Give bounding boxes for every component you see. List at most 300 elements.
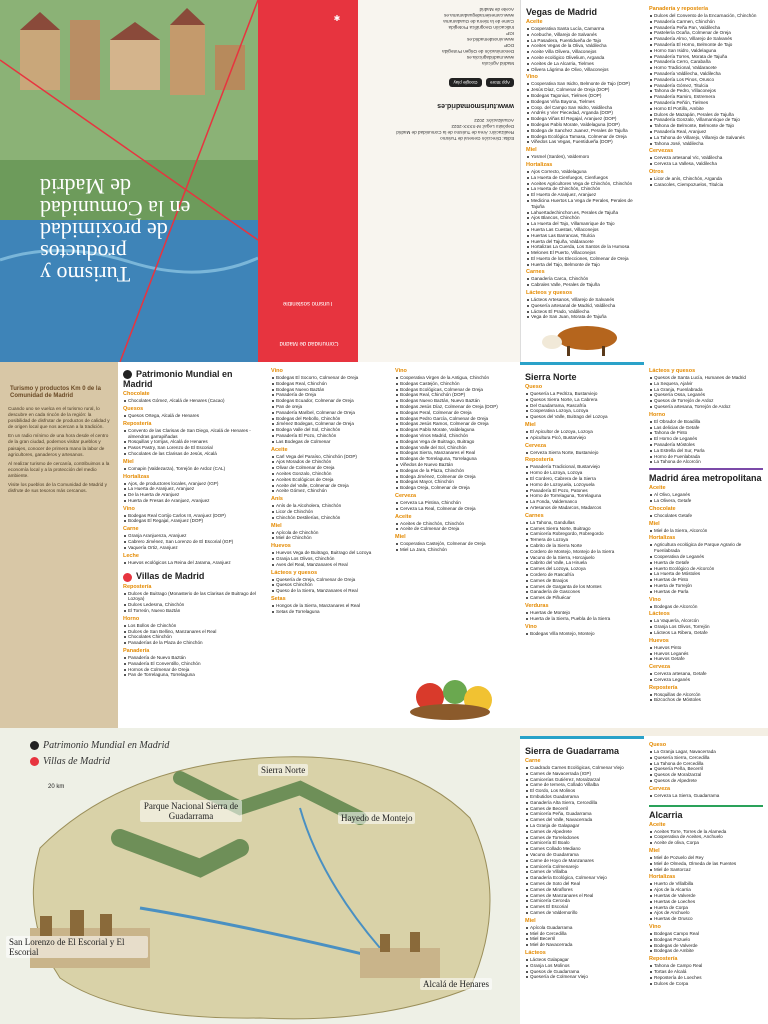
producer-list [123,655,261,678]
producer-item: Agricultura ecológica de Parque Agrario de Fuenlabrada [649,542,763,554]
producer-item: Quesos de Alpedrete [649,778,763,784]
producer-item: El Huerto de Aranjuez, Aranjuez [526,192,639,198]
producer-item: Aceites de Chinchón, Chinchón [395,521,515,527]
producer-item: Tahona de Belmonte, Belmonte de Tajo [649,123,763,129]
producer-item: Carnes de Villalba [525,869,639,875]
category-heading: Miel [271,522,282,529]
producer-list [123,591,261,614]
category-heading: Lácteos y quesos [271,569,318,576]
section-title-patrimonio [123,369,261,389]
patrimonio-column-2 [266,362,390,728]
producer-item: Aceites Agricultores Vega de Chinchón, Chinchón [526,181,639,187]
category-heading: Queso [649,742,667,748]
category-heading: Aceite [271,446,288,453]
producer-item: Quesería Ossa, Leganés [649,392,763,398]
producer-item: Hongos de la Sierra, Manzanares el Real [271,603,385,609]
producer-item: Carnes del Valle, Navacerrada [525,817,639,823]
producer-item: Panadería Carmen, Chinchón [649,19,763,25]
producer-item: Bodega Oreja, Colmenar de Oreja [395,485,515,491]
producer-list [649,692,763,704]
producer-item: Jesús Díaz, Colmenar de Oreja (DOP) [526,87,639,93]
producer-item: Acebuche, Villarejo de Salvanés [526,32,639,38]
producer-item: Horno El Portillo, Ambite [649,106,763,112]
category-heading: Chocolate [123,391,150,398]
category-heading: Repostería [525,457,554,464]
section-title-sierra-norte: Sierra Norte [525,372,577,382]
producer-item: Huevos Vega de Buitrago, Buitrago del Lozoya [271,550,385,556]
producer-item: Quesería de Oreja, Colmenar de Oreja [271,577,385,583]
producer-item: Panadería Móstoles [649,442,763,448]
producer-item: Panadería Almo, Villarejo de Salvanés [649,36,763,42]
producer-item: El Apicultor de Lozoya, Lozoya [525,429,639,435]
category-heading: Vino [271,368,283,374]
producer-item: Huerta de la Sierra, Puebla de la Sierra [525,616,639,622]
producer-item: Quesería de Colmenar Viejo [525,974,639,980]
map-label[interactable]: Parque Nacional Sierra de Guadarrama [140,800,242,822]
producer-item: Jiménez Bodegas, Colmenar de Oreja [271,421,385,427]
producer-item: Miel de Chinchón [271,535,385,541]
category-heading: Lácteos [525,949,546,956]
producer-item: Carnicería El Boalo [525,840,639,846]
section-title-guadarrama: Sierra de Guadarrama [525,746,620,756]
producer-item: Embutidos Guadarrama [525,794,639,800]
category-heading: Hortalizas [123,473,150,480]
producer-item: Granja Los Olivos, Torrejón [649,624,763,630]
producer-list [525,391,639,420]
producer-item: Bodega Ecológica Tamasa, Colmenar de Oreja [526,134,639,140]
producer-list [649,513,763,519]
category-heading: Cerveza [649,785,671,792]
producer-item: Ajos Correcto, Valdelaguna [526,169,639,175]
producer-item: Panadería El Conventillo, Chinchón [123,661,261,667]
category-heading: Cerveza [395,492,417,499]
producer-item: Aceite ecológico Olivelium, Arganda [526,55,639,61]
producer-item: Quesos de Moralzarzal [649,772,763,778]
producer-item: Dulces del Convento de la Encarnación, Chinchón [649,13,763,19]
producer-item: Lahuertadechinchon.es, Perales de Tajuña [526,210,639,216]
guadarrama-column-2 [644,736,768,1024]
producer-item: Bodega Valle del Sol, Chinchón [271,427,385,433]
map-title-patrimonio [30,740,169,751]
producer-item: Chocolates de las Clarisas de Jesús, Alcalá [123,451,261,457]
producer-item: Aceite Villa Olivera, Villaconejos [526,49,639,55]
producer-item: Quesos del Valle, Buitrago del Lozoya [525,414,639,420]
info-content [358,0,520,147]
producer-item: Ajos Blancos, Chinchón [526,215,639,221]
category-heading: Miel [525,421,536,428]
producer-item: Vacuno de Guadarrama [525,852,639,858]
category-heading: Huevos [649,637,669,644]
producer-item: Aceite Gómez, Chinchón [271,488,385,494]
producer-item: Apicultura Picó, Bustarviejo [525,435,639,441]
map-label[interactable]: Alcalá de Henares [420,978,492,990]
producer-item: Panadería Maribel, Colmenar de Oreja [271,410,385,416]
metro-top-groups [649,368,763,465]
producer-list [123,560,261,566]
producer-item: Huerta de Corpa [649,905,763,911]
producer-list [525,631,639,637]
producer-item: Bodegas Viña Bayona, Tielmes [526,99,639,105]
producer-item: Panadería El Pozo, Patones [525,488,639,494]
producer-item: Huertas de Montejo [525,610,639,616]
app-store-badge[interactable]: App Store [486,78,514,87]
producer-item: Bodegas Villa Montejo, Montejo [525,631,639,637]
producer-item: Horno de Lozoya, Lozoya [525,470,639,476]
producer-item: Horno San Isidro, Valdelaguna [649,48,763,54]
category-heading: Hortalizas [649,874,676,881]
madrid-logo-icon: ✱ [326,8,348,30]
producer-item: Bodegas Campo Real [649,931,763,937]
producer-item: Bodega Viñas El Regajal, Aranjuez (DOP) [526,116,639,122]
producer-item: Panadería Ramiro, Estremera [649,94,763,100]
producer-item: Convento de las Clarisas de San Diego, Alcalá de Henares - almendras garrapiñadas [123,428,261,440]
producer-item: La Granja Lagar, Navacerrada [649,749,763,755]
villas-column-continued [390,362,520,728]
producer-item: Dulces de San Bellino, Manzanares el Real [123,629,261,635]
villas-title-text: Villas de Madrid [136,571,205,582]
contact-line[interactable]: www.vinosdemadrid.es [467,37,514,42]
producer-list [123,398,261,404]
producer-item: Huerto de Villalbilla [649,881,763,887]
producer-item: Bodegas Tagonius, Tielmes (DOP) [526,93,639,99]
category-heading: Verduras [525,602,549,609]
category-heading: Miel [649,847,660,854]
illustrated-map [0,728,520,1024]
producer-item: Quesos de Guadarrama [525,969,639,975]
producer-item: Huerta de Fresas de Aranjuez, Aranjuez [123,498,261,504]
producer-item: Melones El Puerto, Villaconejos [526,250,639,256]
producer-list [649,881,763,922]
category-heading: Huevos [271,543,291,550]
credit-line: Actualización: 2022 [474,118,514,123]
producer-item: Bodegas Peral, Colmenar de Oreja [395,410,515,416]
producer-item: Del Guadarrama, Rascafría [525,403,639,409]
producer-item: La Tahona de Cercedilla [649,761,763,767]
producer-item: Huertas de Orusco [649,916,763,922]
villas-groups [123,584,261,679]
producer-list [123,513,261,525]
map-title-patrimonio-text: Patrimonio Mundial en Madrid [43,740,170,751]
section-title-vegas: Vegas de Madrid [526,7,598,17]
producer-list [649,931,763,954]
producer-item: Huerto Ecológico de Alcorcón [649,566,763,572]
producer-item: Miel Becerril [525,936,639,942]
producer-item: Bodegas Castejón, Chinchón [395,381,515,387]
producer-item: Huerta Las Cuestas, Villaconejos [526,227,639,233]
contact-line: Madrid Agrícola [482,61,514,66]
contact-line[interactable]: www.carnesierradeguadarrama.es [444,13,514,18]
producer-item: Licor de Chinchón [271,509,385,515]
producer-item: Bodegas Pedro García, Colmenar de Oreja [395,416,515,422]
category-heading: Hortalizas [526,161,553,168]
cover-note: Turismo sostenible [282,300,334,306]
producer-item: Panadería Los Pinos, Orusco [649,77,763,83]
producer-item: Quesería La Pedriza, Bustarviejo [525,391,639,397]
producer-list [271,550,385,567]
area-metro-column [644,362,768,728]
producer-item: El Obrador de Boadilla [649,419,763,425]
category-heading: Aceite [526,19,543,25]
producer-item: Carnes de Valdemorillo [525,910,639,916]
producer-item: Hornos de Colmenar de Oreja [123,667,261,673]
producer-item: La Huerta de Móstoles [649,571,763,577]
google-play-badge[interactable]: Google play [450,78,482,87]
cover-title-line: de proximidad [40,218,168,243]
category-heading: Lácteos y quesos [649,368,696,374]
producer-item: Cooperativa San Isidro, Belmonte de Tajo (DOP) [526,81,639,87]
producer-list [649,155,763,167]
producer-list [649,671,763,683]
producer-item: La Huerta de Cienfuegos, Cienfuegos [526,175,639,181]
producer-item: La Olivera, Getafe [649,498,763,504]
producer-list [649,492,763,504]
category-heading: Carnes [525,512,544,519]
category-heading: Quesos [123,405,144,412]
contact-line: Indicación Geográfica Protegida [448,25,514,30]
producer-item: Horno de Torrelaguna, Torrelaguna [525,493,639,499]
credit-line: Edita: Dirección General de Turismo [440,136,514,141]
producer-list [526,169,639,268]
producer-item: Cabrales Valle, Perales de Tajuña [526,282,639,288]
producer-item: Huertas de Pinto [649,577,763,583]
map-scale: 20 km [48,784,65,790]
producer-list [525,610,639,622]
guadarrama-column [520,736,644,1024]
producer-item: Carnes Sierra Norte, Buitrago [525,526,639,532]
producer-item: Aceites Gonzalo, Chinchón [271,471,385,477]
producer-list [271,454,385,495]
map-label[interactable]: Sierra Norte [258,764,308,776]
producer-item: Cerveza artesanal Vic, Valdilecha [649,155,763,161]
producer-item: Bodegas Nuevo Baztán [271,387,385,393]
category-heading: Hortalizas [649,535,676,542]
producer-item: Vaquería Ortiz, Aranjuez [123,545,261,551]
producer-item: Ajos Morados de Chinchón [271,459,385,465]
producer-item: Bodegas de la Plaza, Chinchón [395,468,515,474]
category-heading: Miel [123,458,134,465]
producer-item: Bodegas Ecuador, Colmenar de Oreja [271,398,385,404]
producer-item: Vacuno de la Sierra, Horcajuelo [525,555,639,561]
producer-item: Bodegas Real, Chinchón [271,381,385,387]
guadarrama-groups [525,758,639,980]
producer-item: Olivar de Colmenar de Oreja [271,465,385,471]
producer-item: Repostería de Loeches [649,975,763,981]
category-heading: Repostería [123,583,152,590]
producer-item: Aves del Real, Manzanares el Real [271,562,385,568]
producer-item: Aceites Ecológicos de Oreja [271,477,385,483]
producer-item: Andrés y Vier Piecedad, Arganda (DOP) [526,110,639,116]
producer-item: Carnes de Braojos [525,578,639,584]
producer-item: Quesería artesana, Torrejón de Ardoz [649,404,763,410]
producer-item: Carnes Collado Mediano [525,846,639,852]
producer-item: Carnes del Lozoya, Lozoya [525,566,639,572]
vegas-groups-2 [649,6,763,188]
producer-item: Huevos Leganés [649,651,763,657]
producer-item: Bodegas de Alcorcón [649,604,763,610]
producer-item: Ganadería Alta Sierra, Cercedilla [525,800,639,806]
producer-item: Panadería Peña Pan, Valdilecha [649,25,763,31]
producer-list [123,466,261,472]
category-heading: Repostería [123,420,152,427]
producer-item: Ganadería Ecológica, Colmenar Viejo [525,875,639,881]
producer-item: Lácteos La Ribera, Getafe [649,630,763,636]
patrimonio-title-text: Patrimonio Mundial en Madrid [123,369,233,390]
category-heading: Miel [649,520,660,527]
category-heading: Miel [526,147,537,154]
category-heading: Miel [525,917,536,924]
producer-item: Panadería Torres, Morata de Tajuña [649,54,763,60]
category-heading: Carnes [526,269,545,276]
producer-item: La Granja, Fuenlabrada [649,387,763,393]
producer-item: La Vaquería, Alcorcón [649,618,763,624]
producer-item: La Huerta de Chinchón, Chinchón [526,186,639,192]
producer-item: Quesos de Torrejón de Ardoz [649,398,763,404]
producer-list [526,276,639,288]
producer-list [395,500,515,512]
producer-item: Ajos de la Alcarria [649,887,763,893]
category-heading: Lácteos [649,611,670,618]
producer-item: Dulces de Corpa [649,981,763,987]
producer-item: Cerveza La Pintina, Chinchón [395,500,515,506]
map-title-villas-text: Villas de Madrid [43,756,111,767]
category-heading: Repostería [649,684,678,691]
producer-item: Bodegas Vinos Madrid, Chinchón [395,433,515,439]
producer-item: Huertas Las Barrancas, Titulcia [526,233,639,239]
producer-item: Huevos ecológicos La Reina del Jarama, Aranjuez [123,560,261,566]
producer-list [395,375,515,491]
producer-list [123,623,261,646]
section-title-villas [123,571,261,581]
category-heading: Miel [395,534,406,541]
producer-item: Licor de anís, Chinchón, Arganda [649,176,763,182]
producer-item: Carl Vega del Paraíso, Chinchón (DOP) [271,454,385,460]
producer-item: Cooperativa Lozoya, Lozoya [525,408,639,414]
producer-item: La Fonda, Valdemanco [525,499,639,505]
producer-item: Aceites Vegas de la Oliva, Valdilecha [526,43,639,49]
producer-item: Cerveza La Real, Colmenar de Oreja [395,506,515,512]
category-heading: Aceite [649,485,666,492]
category-heading: Vino [649,923,661,930]
producer-item: Panadería El Pozo, Chinchón [271,433,385,439]
producer-item: Panadería de Nuevo Baztán [123,655,261,661]
producer-item: Quesería Peña, Becerril [649,766,763,772]
producer-list [123,533,261,550]
producer-item: Chocolates Gómez, Alcalá de Henares (Cacao) [123,398,261,404]
producer-item: Bodegas Nuevo Baztán, Nuevo Baztán [395,398,515,404]
producer-item: Pan de oreja [271,404,385,410]
contact-line[interactable]: www.madridagricola.es [466,55,514,60]
producer-item: Yosmel (Sardes), Valdemoro [526,154,639,160]
producer-item: Huertas de Loeches [649,899,763,905]
producer-list [526,154,639,160]
producer-item: Las delicias de Getafe [649,425,763,431]
website-link[interactable]: www.turismomadrid.es [437,102,514,109]
producer-item: Ajos, de productores locales, Aranjuez (IGP) [123,481,261,487]
producer-item: Carne de Hoyo de Manzanares [525,858,639,864]
producer-item: Horno de Fuenlabrada [649,454,763,460]
producer-item: Panadería El Horno, Belmonte de Tajo [649,42,763,48]
cover-brand: Comunidad de Madrid [279,340,339,346]
producer-item: Panadería Gonzalo, Villamanrique de Tajo [649,117,763,123]
producer-item: Cooperativa Santa Lucía, Camarma [526,26,639,32]
producer-item: Carnicería Cerceda [525,898,639,904]
producer-item: Bodegas de Torrelaguna, Torrelaguna [395,456,515,462]
producer-item: Lácteos Artesanos, Villarejo de Salvanés [526,297,639,303]
producer-item: Carnes de Becerril [525,806,639,812]
category-heading: Chocolate [649,505,676,512]
info-panel [358,0,520,362]
guadarrama2-groups [649,742,763,799]
cover-title-line: Turismo y [40,262,131,287]
producer-item: Miel de Olmeda, Olmeda de las Fuentes [649,861,763,867]
sierra-norte-groups [525,384,639,636]
producer-item: Panaderías de la Plaza de Chinchón [123,640,261,646]
producer-item: Hortalizas La Cuerda, Los Santos de la Humosa [526,244,639,250]
credit-line: Depósito Legal: M-XXXX-2022 [451,124,514,129]
producer-item: Aceite del Valle, Colmenar de Oreja [271,483,385,489]
category-heading: Aceite [649,821,666,828]
producer-item: Carnes de Alpedrete [525,829,639,835]
vegas-column-2 [644,0,768,362]
producer-item: Artesanos de Madarcos, Madarcos [525,505,639,511]
producer-list [271,603,385,615]
producer-item: Granja Aranjuenza, Aranjuez [123,533,261,539]
producer-item: Carnes El Escorial [525,904,639,910]
producer-item: El Torreón, Nuevo Baztán [123,608,261,614]
vegas-column-1 [520,0,644,362]
producer-item: Dulces de Mazapán, Perales de Tajuña [649,112,763,118]
producer-item: Cerveza artesana, Getafe [649,671,763,677]
producer-item: Olivera Lágrima de Olivo, Villaconejos [526,67,639,73]
producer-item: Cordero de Rascafría [525,572,639,578]
category-heading: Otros [649,168,664,175]
patrimonio-column [118,362,266,728]
cover-title-line: de Madrid [40,174,132,199]
producer-item: Bodegas Pablo Morate, Valdelaguna [395,427,515,433]
producer-list [649,542,763,594]
producer-item: Rosquillas de Alcorcón [649,692,763,698]
producer-list [525,429,639,441]
producer-item: Miel de Santorcaz [649,867,763,873]
producer-item: Miel La Jara, Chinchón [395,547,515,553]
villas-badge-icon [123,573,132,582]
map-label[interactable]: Hayedo de Montejo [338,812,415,824]
producer-list [526,297,639,320]
producer-item: Bodegas Sierra, Manzanares el Real [395,450,515,456]
producer-list [271,375,385,445]
contact-line: DOP [504,43,514,48]
category-heading: Cerveza [525,442,547,449]
producer-item: Viñedos de Nuevo Baztán [395,462,515,468]
producer-list [649,176,763,188]
km0-paragraph: Al realizar turismo de cercanía, contribuimos a la economía local y a la protección del medio ambiente. [8,460,110,478]
category-heading: Cerveza [649,664,671,671]
map-label[interactable]: San Lorenzo de El Escorial y El Escorial [6,936,148,958]
category-heading: Aceite [395,513,412,520]
credit-line: Realización: Área de Turismo de la Comunidad de Madrid [396,130,514,135]
producer-list [525,520,639,601]
producer-list [123,413,261,419]
category-heading: Vino [123,505,135,512]
producer-item: Las Bodegas de Colmenar [271,439,385,445]
producer-list [123,481,261,504]
producer-item: La Estrella del Sur, Parla [649,448,763,454]
category-heading: Horno [649,411,666,418]
producer-list [649,829,763,846]
producer-item: Cooperativa de Leganés [649,554,763,560]
contact-line: Aceite de Madrid [479,7,514,12]
category-heading: Leche [123,552,139,559]
